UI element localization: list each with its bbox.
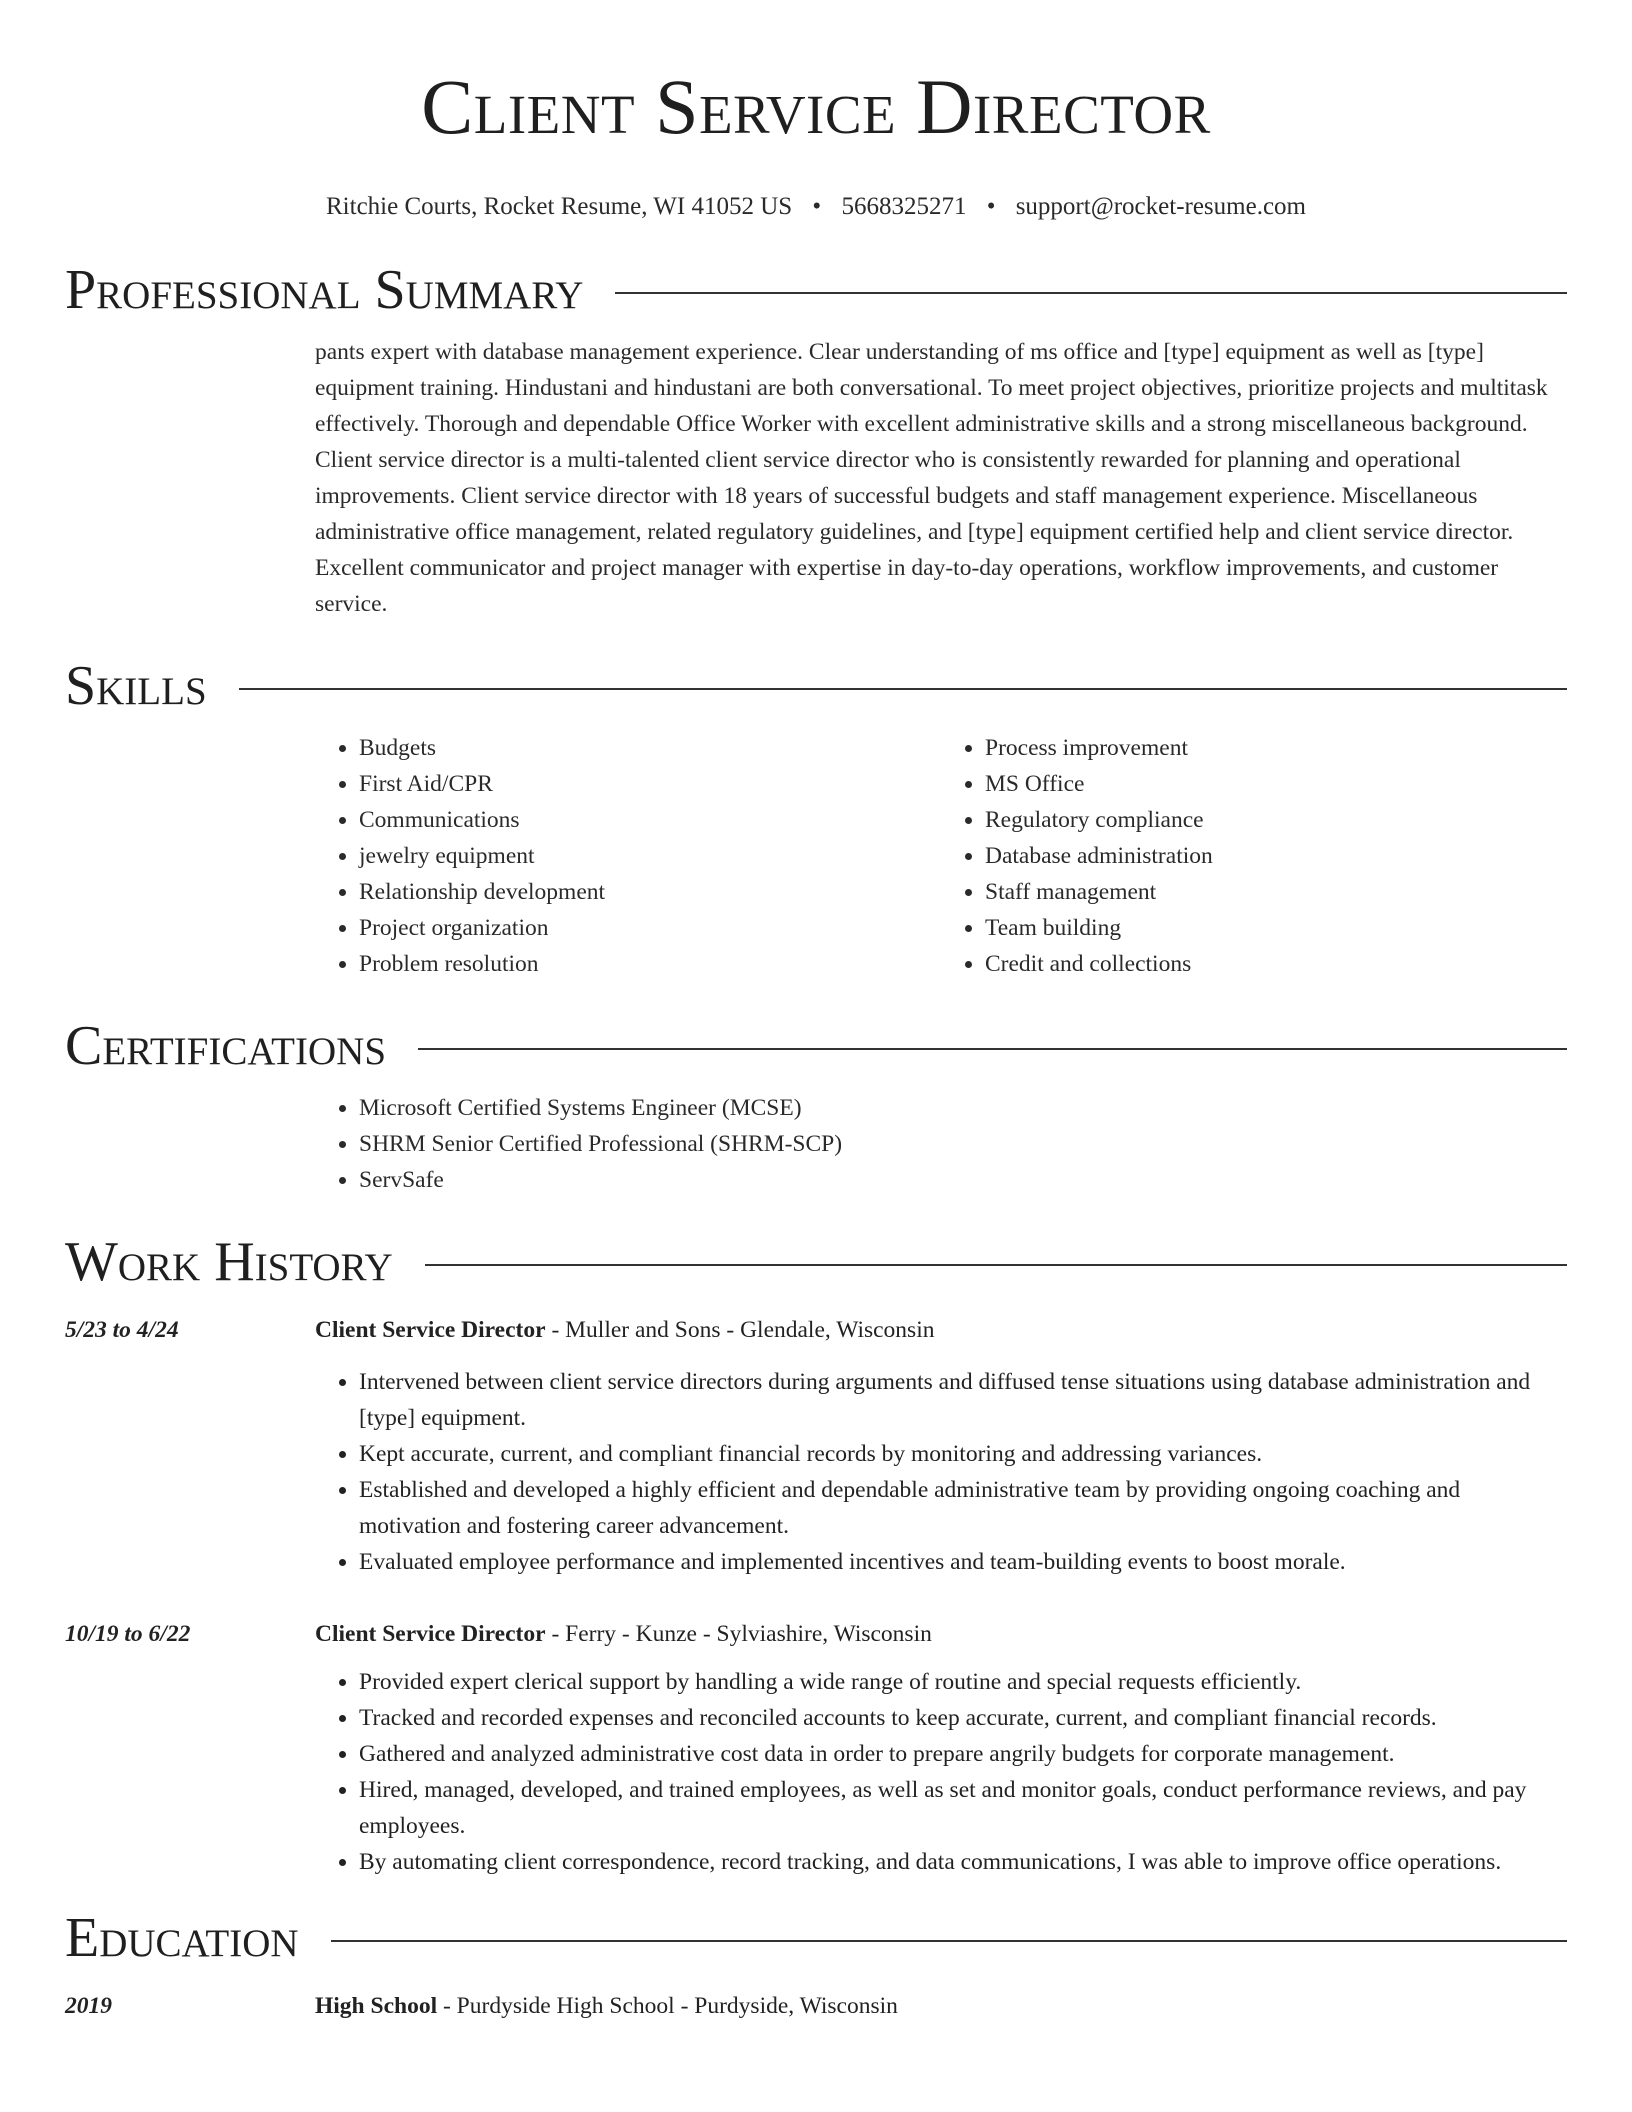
work-history-heading: Work History [65,1231,393,1293]
job-headline [315,1312,1567,1348]
skill-item: • Project organization [359,910,941,946]
certification-item: • SHRM Senior Certified Professional (SHRM-SCP) [359,1126,1567,1162]
skill-item: • MS Office [985,766,1567,802]
job-bullet: • Gathered and analyzed administrative cost data in order to prepare angrily budgets for corporate management. [359,1736,1567,1772]
section-divider [418,1048,1567,1050]
skill-item: • jewelry equipment [359,838,941,874]
summary-section-header [65,260,1567,320]
job-bullet: • Hired, managed, developed, and trained employees, as well as set and monitor goals, conduct performance reviews, and pay employees. [359,1772,1567,1844]
job-entry [65,1312,1567,1580]
skills-left-column [315,730,941,982]
skills-list [315,730,1567,982]
job-bullet: • Intervened between client service directors during arguments and diffused tense situations using database administration and [type] equipment. [359,1364,1567,1436]
section-divider [615,292,1567,294]
job-bullet: • Provided expert clerical support by handling a wide range of routine and special requests efficiently. [359,1664,1567,1700]
certification-item: • Microsoft Certified Systems Engineer (MCSE) [359,1090,1567,1126]
section-divider [425,1264,1567,1266]
job-dates: 5/23 to 4/24 [65,1317,179,1343]
job-employer-location: - Ferry - Kunze - Sylviashire, Wisconsin [545,1621,932,1647]
section-divider [239,688,1567,690]
job-bullet: • Tracked and recorded expenses and reconciled accounts to keep accurate, current, and compliant financial records. [359,1700,1567,1736]
skill-item: • First Aid/CPR [359,766,941,802]
skill-item: • Problem resolution [359,946,941,982]
skill-item: • Database administration [985,838,1567,874]
contact-address: Ritchie Courts, Rocket Resume, WI 41052 US [326,193,793,220]
job-bullet: • Evaluated employee performance and implemented incentives and team-building events to boost morale. [359,1544,1567,1580]
job-headline [315,1616,1567,1652]
skills-section-header [65,656,1567,716]
resume-title: Client Service Director [421,63,1211,150]
certifications-list [315,1090,1567,1198]
skill-item: • Staff management [985,874,1567,910]
certifications-items [315,1090,1567,1198]
education-entry [65,1988,1567,2024]
certification-item: • ServSafe [359,1162,1567,1198]
skill-item: • Communications [359,802,941,838]
skills-heading: Skills [65,655,207,717]
job-content [315,1312,1567,1580]
job-bullets [315,1364,1567,1580]
summary-heading: Professional Summary [65,259,584,321]
job-bullet: • Kept accurate, current, and compliant financial records by monitoring and addressing variances. [359,1436,1567,1472]
job-title: Client Service Director [315,1317,546,1343]
education-section-header [65,1908,1567,1968]
skill-item: • Credit and collections [985,946,1567,982]
job-bullets [315,1664,1567,1880]
contact-separator: • [812,193,822,220]
job-title: Client Service Director [315,1621,546,1647]
education-content [315,1988,1567,2024]
skills-right-column [941,730,1567,982]
job-employer-location: - Muller and Sons - Glendale, Wisconsin [545,1317,935,1343]
education-school-location: - Purdyside High School - Purdyside, Wisconsin [437,1993,898,2019]
education-degree: High School [315,1993,438,2019]
job-dates: 10/19 to 6/22 [65,1621,191,1647]
education-dates: 2019 [65,1993,112,2019]
skill-item: • Team building [985,910,1567,946]
job-bullet: • By automating client correspondence, record tracking, and data communications, I was able to improve office operations. [359,1844,1567,1880]
contact-email: support@rocket-resume.com [1015,193,1306,220]
job-bullet: • Established and developed a highly efficient and dependable administrative team by providing ongoing coaching and motivation and fostering career advancement. [359,1472,1567,1544]
skill-item: • Regulatory compliance [985,802,1567,838]
contact-separator: • [986,193,996,220]
skill-item: • Budgets [359,730,941,766]
work-history-section-header [65,1232,1567,1292]
job-content [315,1616,1567,1880]
certifications-heading: Certifications [65,1015,387,1077]
summary-text: pants expert with database management experience. Clear understanding of ms office and [type] equipment as well as [type] equipment training. Hindustani and hindustani are both conversational. To meet project objectives, prioritize projects and multitask effectively. Thorough and dependable Office Worker with excellent administrative skills and a strong miscellaneous background. Client service director is a multi-talented client service director who is consistently rewarded for planning and operational improvements. Client service director with 18 years of successful budgets and staff management experience. Miscellaneous administrative office management, related regulatory guidelines, and [type] equipment certified help and client service director. Excellent communicator and project manager with expertise in day-to-day operations, workflow improvements, and customer service. [315,339,1548,617]
certifications-section-header [65,1016,1567,1076]
skill-item: • Relationship development [359,874,941,910]
job-entry [65,1616,1567,1880]
section-divider [331,1940,1567,1942]
contact-phone: 5668325271 [841,193,967,220]
skill-item: • Process improvement [985,730,1567,766]
contact-line [65,192,1567,222]
education-heading: Education [65,1907,299,1969]
